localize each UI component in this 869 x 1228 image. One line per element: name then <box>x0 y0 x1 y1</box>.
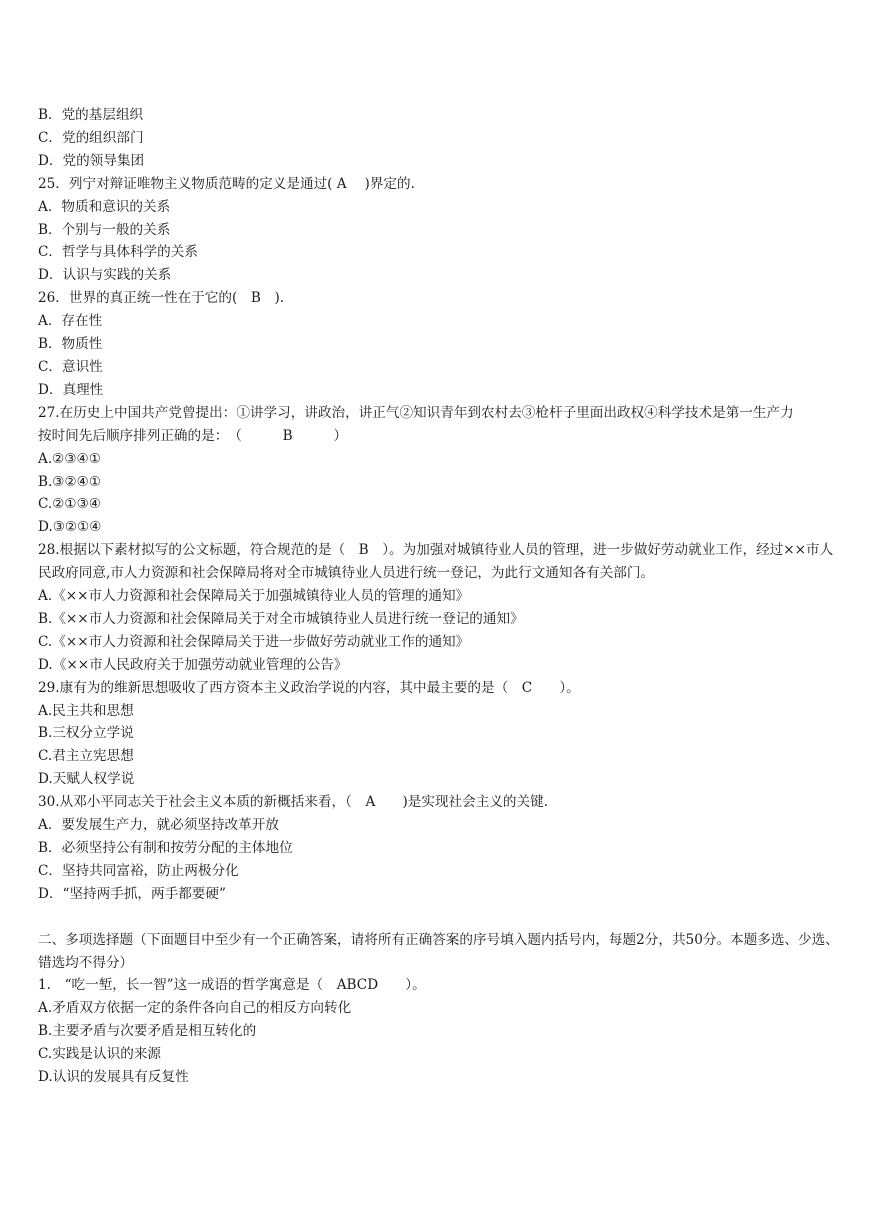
text-line: B．个别与一般的关系 <box>38 221 171 238</box>
text-line: A.矛盾双方依据一定的条件各向自己的相反方向转化 <box>38 1000 352 1017</box>
text-line: D．认识与实践的关系 <box>38 267 172 284</box>
text-line: C.②①③④ <box>38 496 101 513</box>
text-line: D．“坚持两手抓，两手都要硬” <box>38 885 226 902</box>
text-line: B.③②④① <box>38 473 102 490</box>
text-line: B.三权分立学说 <box>38 725 134 742</box>
text-line: C．坚持共同富裕，防止两极分化 <box>38 862 239 879</box>
text-line: D．党的领导集团 <box>38 152 145 169</box>
text-line: D.认识的发展具有反复性 <box>38 1069 189 1086</box>
text-line: C．哲学与具体科学的关系 <box>38 244 198 261</box>
text-line: 1. “吃一堑，长一智”这一成语的哲学寓意是（ ABCD ）。 <box>38 977 426 994</box>
text-line: 28.根据以下素材拟写的公文标题，符合规范的是（ B ）。为加强对城镇待业人员的管理，进一步做好劳动就业工作，经过××市人民政府同意,市人力资源和社会保障局将对全市城镇待业人员进行统一登记，为此行文通知各有关部门。 <box>38 542 834 582</box>
text-line: B．物质性 <box>38 336 103 353</box>
text-line: B.主要矛盾与次要矛盾是相互转化的 <box>38 1023 257 1040</box>
text-line: C.君主立宪思想 <box>38 748 134 765</box>
text-line: A.《××市人力资源和社会保障局关于加强城镇待业人员的管理的通知》 <box>38 588 470 605</box>
text-line: 30.从邓小平同志关于社会主义本质的新概括来看，（ A )是实现社会主义的关键. <box>38 794 549 811</box>
text-line: 按时间先后顺序排列正确的是： （ B ） <box>38 427 348 444</box>
text-line: B.《××市人力资源和社会保障局关于对全市城镇待业人员进行统一登记的通知》 <box>38 610 524 627</box>
text-line: C.实践是认识的来源 <box>38 1046 161 1063</box>
text-line: A．存在性 <box>38 313 103 330</box>
text-line: 二、多项选择题（下面题目中至少有一个正确答案，请将所有正确答案的序号填入题内括号内，每题2分，共50分。本题多选、少选、错选均不得分） <box>38 931 839 971</box>
text-line: B．必须坚持公有制和按劳分配的主体地位 <box>38 840 293 856</box>
document-page <box>38 104 844 1089</box>
blank-line <box>38 906 844 929</box>
text-line: C.《××市人力资源和社会保障局关于进一步做好劳动就业工作的通知》 <box>38 633 470 650</box>
text-line: D.《××市人民政府关于加强劳动就业管理的公告》 <box>38 656 348 673</box>
text-line: 25．列宁对辩证唯物主义物质范畴的定义是通过( A )界定的. <box>38 175 415 192</box>
text-line: 26．世界的真正统一性在于它的( B ). <box>38 290 285 307</box>
text-line: A．物质和意识的关系 <box>38 198 171 215</box>
text-line: A.②③④① <box>38 450 101 467</box>
text-line: C．意识性 <box>38 358 103 375</box>
text-line: A．要发展生产力，就必须坚持改革开放 <box>38 817 279 834</box>
text-line: C．党的组织部门 <box>38 129 144 146</box>
text-line: D.③②①④ <box>38 519 102 536</box>
text-line: D.天赋人权学说 <box>38 771 135 788</box>
text-line: B．党的基层组织 <box>38 107 144 123</box>
text-line: A.民主共和思想 <box>38 702 134 719</box>
text-line: D．真理性 <box>38 381 104 398</box>
text-line: 29.康有为的维新思想吸收了西方资本主义政治学说的内容，其中最主要的是（ C ）。 <box>38 679 580 696</box>
text-line: 27.在历史上中国共产党曾提出：①讲学习，讲政治，讲正气②知识青年到农村去③枪杆子里面出政权④科学技术是第一生产力 <box>38 404 794 421</box>
